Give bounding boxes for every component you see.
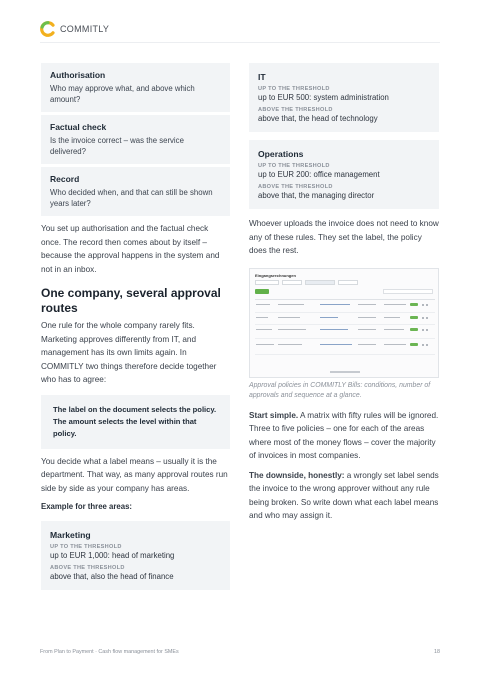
screenshot-cell [358,304,376,306]
screenshot-cell [358,317,376,319]
screenshot-row-divider [255,312,435,313]
threshold-value: up to EUR 1,000: head of marketing [50,551,175,560]
paragraph-text: a wrongly set label sends the invoice to the wrong approver without any rule being broken. So write down what each label means and who may assign it. [249,470,439,520]
screenshot-cell [384,317,400,319]
page-footer [40,649,440,655]
card-title: Record [50,174,80,184]
screenshot-action-icon [426,304,428,306]
info-card-authorisation [41,63,230,112]
card-title: Authorisation [50,70,106,80]
page-header [40,18,440,40]
screenshot-cell [278,329,306,331]
screenshot-row-divider [255,324,435,325]
paragraph-text: A matrix with fifty rules will be ignored. Three to five policies – one for each of the areas where most of the money flows – cover the majority of invoices in most companies. [249,410,439,460]
screenshot-action-icon [422,329,424,331]
screenshot-status [410,303,418,306]
brand-name: COMMITLY [60,24,110,34]
screenshot-cell [358,344,376,346]
card-title: Factual check [50,122,107,132]
paragraph-start-simple [249,409,439,463]
card-title: IT [258,72,266,82]
screenshot-action-icon [422,304,424,306]
screenshot-cell [320,304,350,306]
page-number: 18 [434,649,440,655]
commitly-logo-icon [40,21,56,37]
screenshot-action-icon [422,344,424,346]
screenshot-cell [278,317,300,319]
threshold-value: up to EUR 500: system administration [258,93,389,102]
screenshot-cell [256,304,270,306]
card-body: Who decided when, and that can still be shown years later? [50,188,213,208]
callout-box [41,395,230,449]
paragraph-uploader: Whoever uploads the invoice does not need to know any of these rules. They set the label, the policy does the rest. [249,219,439,255]
screenshot-add-button [255,289,269,294]
screenshot-tab [282,280,302,285]
screenshot-status [410,328,418,331]
app-screenshot [249,268,439,378]
screenshot-cell [278,304,304,306]
card-body: Is the invoice correct – was the service delivered? [50,136,184,156]
threshold-card-operations [249,140,439,209]
screenshot-caption: Approval policies in COMMITLY Bills: conditions, number of approvals and sequence at a glance. [249,381,431,399]
paragraph-lead: Start simple. [249,410,299,420]
screenshot-action-icon [426,329,428,331]
screenshot-cell [358,329,376,331]
threshold-label: ABOVE THE THRESHOLD [258,183,333,190]
screenshot-action-icon [426,344,428,346]
paragraph-downside [249,469,439,523]
footer-title: From Plan to Payment · Cash flow management for SMEs [40,649,179,655]
threshold-label: UP TO THE THRESHOLD [258,163,330,169]
card-title: Operations [258,149,304,159]
threshold-value: above that, also the head of finance [50,571,174,581]
screenshot-tab [338,280,358,285]
left-column [41,63,230,598]
card-title: Marketing [50,530,91,540]
screenshot-status [410,343,418,346]
paragraph-labels: You decide what a label means – usually it is the department. That way, as many approval routes run side by side as your company has areas. [41,456,228,493]
screenshot-search [383,289,433,294]
screenshot-action-icon [426,317,428,319]
header-divider [40,42,440,43]
threshold-card-it [249,63,439,132]
threshold-label: UP TO THE THRESHOLD [50,544,122,550]
screenshot-cell [384,344,406,346]
screenshot-cell [320,329,348,331]
info-card-record [41,167,230,216]
screenshot-tabs [255,280,358,285]
threshold-card-marketing [41,521,230,590]
screenshot-cell [384,329,404,331]
threshold-label: UP TO THE THRESHOLD [258,86,330,92]
info-card-factual-check [41,115,230,164]
threshold-label: ABOVE THE THRESHOLD [50,564,125,571]
screenshot-cell [278,344,302,346]
example-heading: Example for three areas: [41,502,133,511]
screenshot-tab [305,280,335,285]
screenshot-table-header [255,299,435,300]
paragraph-rules: One rule for the whole company rarely fits. Marketing approves differently from IT, and management has its own limits again. In COMMITLY two things therefore decide together who has to agree: [41,321,217,384]
screenshot-cell [320,344,352,346]
screenshot-cell [256,329,272,331]
screenshot-cell [320,317,338,319]
right-column [249,63,439,523]
screenshot-pagination [330,371,360,373]
screenshot-row-divider [255,338,435,339]
screenshot-cell [256,344,274,346]
screenshot-cell [256,317,268,319]
threshold-value: above that, the managing director [258,190,375,200]
card-body: Who may approve what, and above which amount? [50,84,195,104]
threshold-value: up to EUR 200: office management [258,170,380,179]
threshold-label: ABOVE THE THRESHOLD [258,106,333,113]
screenshot-title: Eingangsrechnungen [255,272,296,278]
section-heading: One company, several approval routes [41,286,221,315]
paragraph-lead: The downside, honestly: [249,470,345,480]
screenshot-status [410,316,418,319]
screenshot-cell [384,304,406,306]
paragraph-setup: You set up authorisation and the factual check once. The record then comes about by itself – because the approval happens in the system and not in an inbox. [41,224,220,274]
callout-text: The label on the document selects the policy. The amount selects the level within that policy. [53,404,217,438]
threshold-value: above that, the head of technology [258,113,378,123]
screenshot-tab [255,280,279,285]
screenshot-action-icon [422,317,424,319]
screenshot-row-divider [255,354,435,355]
